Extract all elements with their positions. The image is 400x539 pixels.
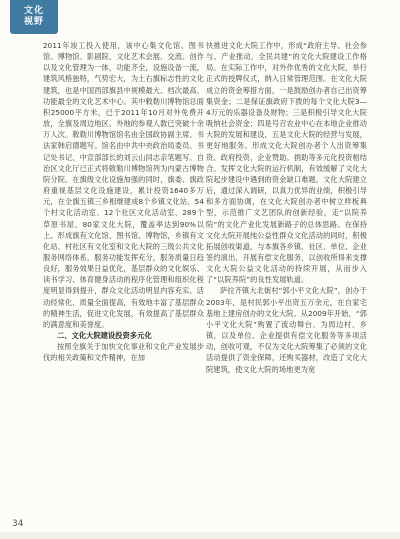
left-paragraph-1: 2011年竣工投入使用，该中心集文化馆、图书馆、博物馆、影剧院、文化艺术会展、交流、创作以及文化管理为一体，功能齐全，设施设备一流，建筑风格独特，气势宏大，为土右旗标志性的文化建筑，也是中国西部旗县中规模最大、档次最高、功能最全的文化艺术中心。其中敕勒川博物馆总面积25000平方米，已于2011年10月对外免费开放，全旗及周边地区、外地的参观人数已突破十余万人次。敕勒川博物馆馆名由全国政协副主席、书法家韩启德题写。馆名由中共中央政治局委员、书记处书记、中宣部部长的刘云山同志亲笔题写。自治区文化厅已正式将敕勒川博物馆列为内蒙古博物院分院。在旗级文化设施加强的同时，旗委、旗政府重视基层文化设施建设，累计投资1640多万元，在全旗五镇三乡相继建成8个乡镇文化站、54个村文化活动室、12个社区文化活动室、289个草原书屋、80家文化大院，覆盖率达到90%以上。形成旗有文化馆、图书馆、博物馆，乡镇有文化站、村社区有文化室和文化大院的三级公共文化服务网络体系，服务功能发挥充分，服务质量日趋良好，服务效果日益优化，基层群众的文化娱乐、读书学习、体育健身活动的程序化管理和组织化程度明显得到提升，群众文化活动明显内容充实、活动经常化、质量全面提高，有效地丰富了基层群众的精神生活，促进文化发展，有效提高了基层群众的满意度和美誉度。 [43,41,204,329]
section-heading: 二、文化大院建设投资多元化 [57,331,152,341]
bottom-edge [0,532,400,539]
right-paragraph-2: 萨拉齐镇大北街村“郭小平文化大院”，创办于2003年，是村民郭小平出资五万余元，在自家宅基地上建房创办的文化大院。从2009年开始，“郭小平文化大院”购置了流动舞台、为周边村、乡镇，以及单位、企业提供有偿文化服务等多项活动，创收可观，不仅为文化大院筹集了必须的文化活动提供了资金保障，还购买器材，改造了文化大院建筑，使文化大院的场地更为宽 [206,286,367,374]
section-tab [10,0,58,34]
left-paragraph-2: 按照全旗关于加快文化事业和文化产业发展步伐的相关政策和文件精神，在加 [43,342,204,363]
right-column [206,40,367,375]
left-column [43,40,204,364]
page-number: 34 [12,519,24,529]
section-tab-line1: 文化 [23,6,44,16]
right-paragraph-1: 快推进文化大院工作中，形成“政府主导、社会参与、产业推动、全民共建”的文化大院建设工作格局。在实际工作中，对外作优秀的文化大院，举行正式的授牌仪式，纳入日常管理范围。在文化大院成立的资金筹措方面，一是鼓励创办者自己出资筹集资金；二是保证旗政府下拨的每个文化大院3—4万元的乐器设备及财物；三是积极引导文化大院吸纳社会资金；四是号召农业中心在本地企业推动大院的发展和建设，五是文化大院的经营与发展，更好地服务。形成文化大院创办者个人出资筹集资、政府投资、企业赞助。捐助等多元化投资相结合。发挥文化大院的运行机制，有效缓解了文化大院起步建设中遇到的资金缺口难题。文化大院建立后，通过深入调研，以真力优异的业绩，积极引导和多方面协调，在文化大院创办者中树立样板典型，示范推广文艺团队的创新经验，走“以院养院”的文化产业化发展新路子的总体思路。在保持文化大院开展纯公益性群众文化活动的同时，积极拓展创收渠道，与本旗各乡镇、社区、单位、企业签约演出，开展有偿文化服务，以创收所得来支撑文化大院公益文化活动的持续开展，从而步入了“以院养院”的良性发展轨道。 [206,41,367,285]
section-tab-line2: 视野 [23,17,44,27]
